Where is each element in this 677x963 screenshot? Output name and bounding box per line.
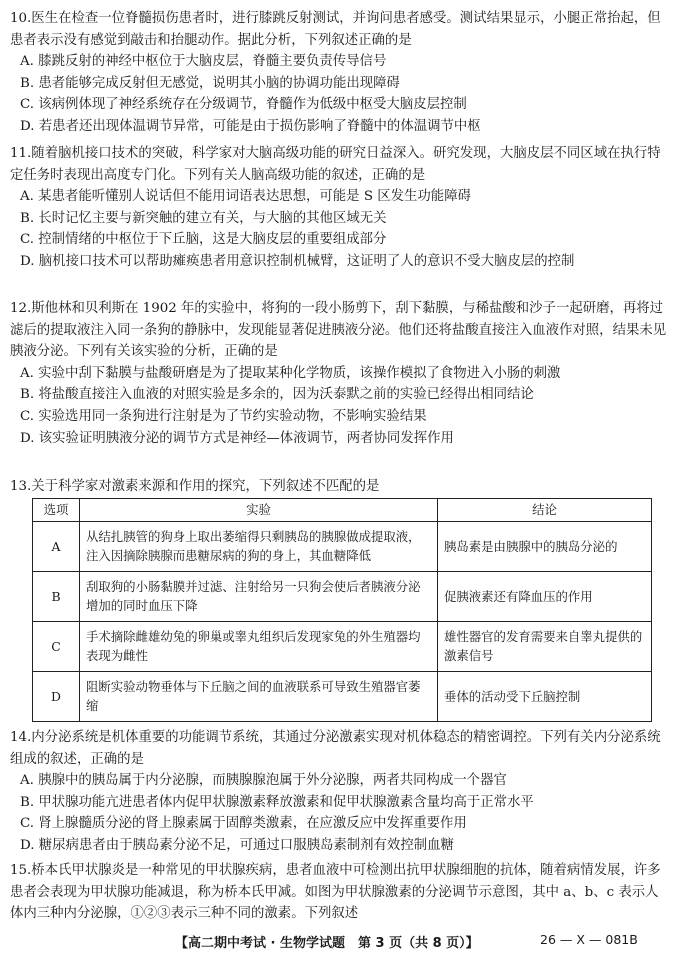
footer-title: 【高二期中考试 · 生物学试题 第 3 页（共 8 页）】 — [175, 936, 479, 951]
question-number: 11. — [10, 146, 32, 161]
option-d: D. 糖尿病患者由于胰岛素分泌不足，可通过口服胰岛素制剂有效控制血糖 — [20, 837, 454, 853]
table-cell: D — [33, 671, 80, 721]
question-12 — [10, 298, 668, 449]
table-row — [33, 521, 652, 571]
option-a: A. 某患者能听懂别人说话但不能用词语表达思想，可能是 S 区发生功能障碍 — [20, 189, 471, 205]
option-b: B. 将盐酸直接注入血液的对照实验是多余的，因为沃泰默之前的实验已经得出相同结论 — [20, 387, 534, 403]
option-d: D. 脑机接口技术可以帮助瘫痪患者用意识控制机械臂，这证明了人的意识不受大脑皮层的控制 — [20, 253, 575, 269]
question-stem: 11.随着脑机接口技术的突破，科学家对大脑高级功能的研究日益深入。研究发现，大脑皮层不同区域在执行特定任务时表现出高度专门化。下列有关人脑高级功能的叙述，正确的是 — [10, 146, 661, 183]
table-row — [33, 671, 652, 721]
question-stem: 13.关于科学家对激素来源和作用的探究，下列叙述不匹配的是 — [10, 479, 380, 494]
experiment-table — [32, 498, 652, 722]
option-c: C. 肾上腺髓质分泌的肾上腺素属于固醇类激素，在应激反应中发挥重要作用 — [20, 816, 467, 832]
option-a: A. 实验中刮下黏膜与盐酸研磨是为了提取某种化学物质，该操作模拟了食物进入小肠的刺激 — [20, 365, 561, 381]
question-number: 15. — [10, 863, 32, 878]
option-b: B. 甲状腺功能亢进患者体内促甲状腺激素释放激素和促甲状腺激素含量均高于正常水平 — [20, 794, 534, 810]
question-number: 10. — [10, 11, 32, 26]
table-cell: 促胰液素还有降血压的作用 — [438, 571, 652, 621]
question-number: 13. — [10, 479, 32, 494]
question-13 — [10, 476, 668, 722]
option-a: A. 膝跳反射的神经中枢位于大脑皮层，脊髓主要负责传导信号 — [20, 54, 387, 70]
question-stem: 12.斯他林和贝利斯在 1902 年的实验中，将狗的一段小肠剪下，刮下黏膜，与稀盐酸和沙子一起研磨，再将过滤后的提取液注入同一条狗的静脉中，发现能显著促进胰液分泌。他们还将盐酸直接注入血液作对照，结果未见胰液分泌。下列有关该实验的分析，正确的是 — [10, 301, 667, 360]
option-c: C. 实验选用同一条狗进行注射是为了节约实验动物，不影响实验结果 — [20, 408, 427, 424]
option-a: A. 胰腺中的胰岛属于内分泌腺，而胰腺腺泡属于外分泌腺，两者共同构成一个器官 — [20, 773, 507, 789]
question-11 — [10, 143, 668, 273]
option-b: B. 长时记忆主要与新突触的建立有关，与大脑的其他区域无关 — [20, 210, 387, 226]
question-stem: 15.桥本氏甲状腺炎是一种常见的甲状腺疾病，患者血液中可检测出抗甲状腺细胞的抗体，随着病情发展，许多患者会表现为甲状腺功能减退，称为桥本氏甲减。如图为甲状腺激素的分泌调节示意图，其中 a、b、c 表示人体内三种内分泌腺，①②③表示三种不同的激素。下列叙述 — [10, 863, 661, 922]
option-c: C. 控制情绪的中枢位于下丘脑，这是大脑皮层的重要组成部分 — [20, 232, 387, 248]
question-stem: 14.内分泌系统是机体重要的功能调节系统，其通过分泌激素实现对机体稳态的精密调控。下列有关内分泌系统组成的叙述，正确的是 — [10, 730, 661, 767]
table-cell: B — [33, 571, 80, 621]
question-stem: 10.医生在检查一位脊髓损伤患者时，进行膝跳反射测试，并询问患者感受。测试结果显示，小腿正常抬起，但患者表示没有感觉到敲击和抬腿动作。据此分析，下列叙述正确的是 — [10, 11, 661, 48]
question-15 — [10, 860, 668, 925]
option-d: D. 若患者还出现体温调节异常，可能是由于损伤影响了脊髓中的体温调节中枢 — [20, 118, 481, 134]
table-cell: 从结扎胰管的狗身上取出萎缩得只剩胰岛的胰腺做成提取液，注入因摘除胰腺而患糖尿病的狗的身上，其血糖降低 — [80, 521, 438, 571]
option-c: C. 该病例体现了神经系统存在分级调节，脊髓作为低级中枢受大脑皮层控制 — [20, 97, 467, 113]
table-header: 选项 — [33, 498, 80, 521]
question-10 — [10, 8, 668, 138]
table-header: 实验 — [80, 498, 438, 521]
table-header: 结论 — [438, 498, 652, 521]
table-cell: 阻断实验动物垂体与下丘脑之间的血液联系可导致生殖器官萎缩 — [80, 671, 438, 721]
option-b: B. 患者能够完成反射但无感觉，说明其小脑的协调功能出现障碍 — [20, 75, 400, 91]
option-d: D. 该实验证明胰液分泌的调节方式是神经—体液调节，两者协同发挥作用 — [20, 430, 454, 446]
footer-code: 26 — X — 081B — [540, 932, 638, 947]
table-cell: 垂体的活动受下丘脑控制 — [438, 671, 652, 721]
table-cell: A — [33, 521, 80, 571]
table-cell: 手术摘除雌雄幼兔的卵巢或睾丸组织后发现家兔的外生殖器均表现为雌性 — [80, 621, 438, 671]
table-row — [33, 571, 652, 621]
question-number: 12. — [10, 301, 32, 316]
table-cell: 刮取狗的小肠黏膜并过滤、注射给另一只狗会使后者胰液分泌增加的同时血压下降 — [80, 571, 438, 621]
table-header-row — [33, 498, 652, 521]
table-row — [33, 621, 652, 671]
question-number: 14. — [10, 730, 32, 745]
table-cell: C — [33, 621, 80, 671]
table-cell: 胰岛素是由胰腺中的胰岛分泌的 — [438, 521, 652, 571]
question-14 — [10, 727, 668, 857]
table-cell: 雄性器官的发育需要来自睾丸提供的激素信号 — [438, 621, 652, 671]
